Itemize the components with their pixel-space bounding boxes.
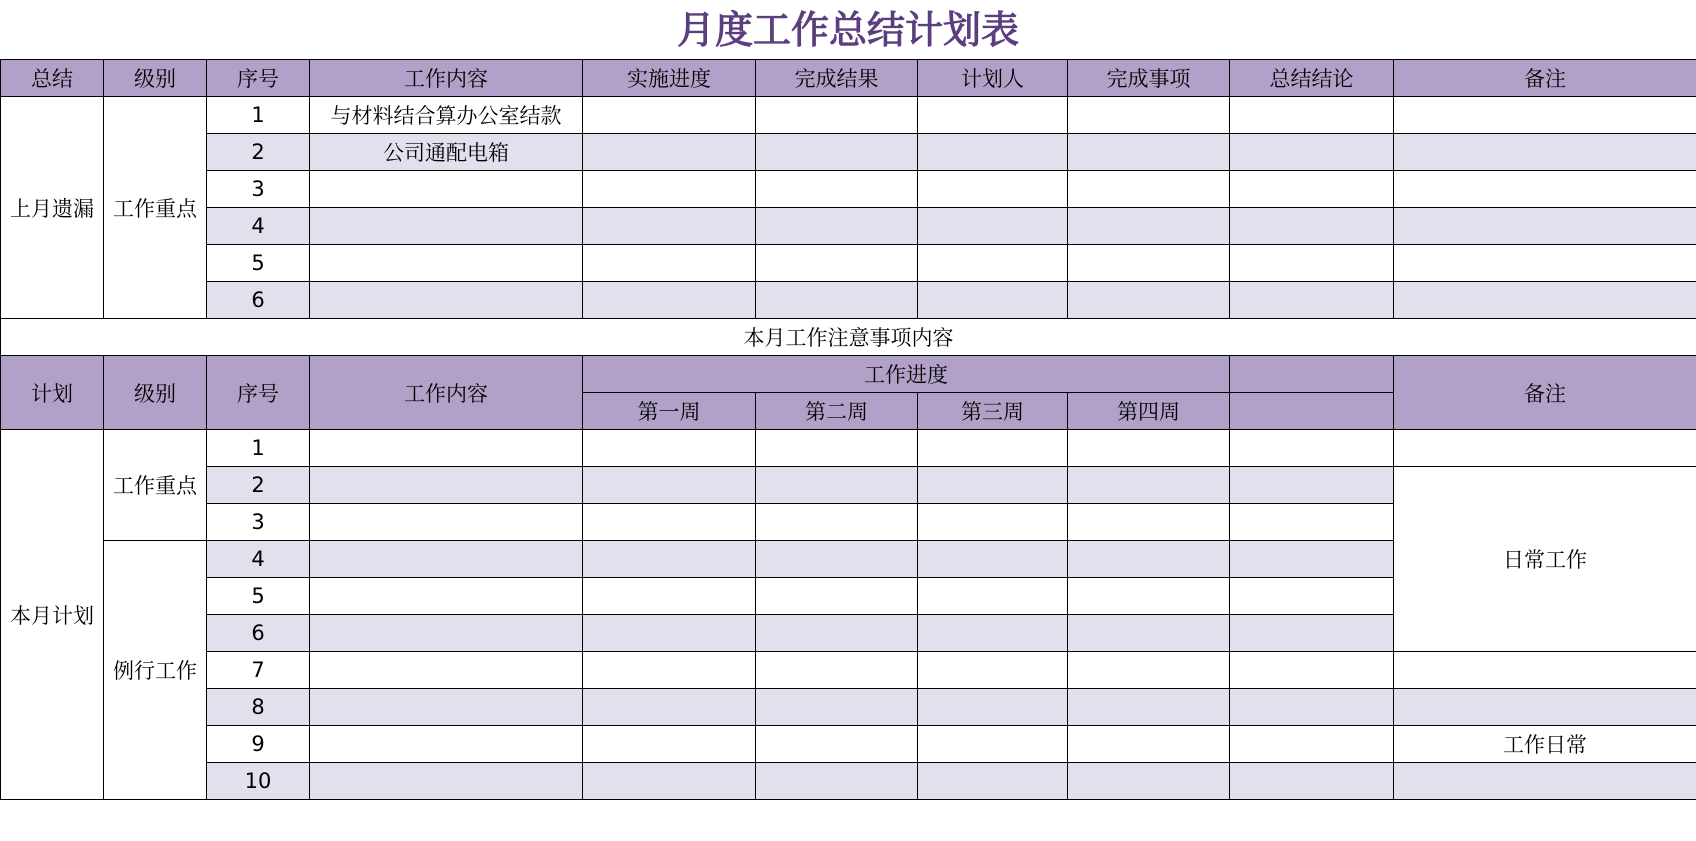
cell[interactable] xyxy=(1068,615,1230,652)
table-row xyxy=(1,726,1696,763)
notice-text: 本月工作注意事项内容 xyxy=(1,319,1696,356)
table-row xyxy=(1,430,1696,467)
cell[interactable] xyxy=(583,578,756,615)
cell-content[interactable]: 与材料结合算办公室结款 xyxy=(310,97,583,134)
header-blank xyxy=(1230,356,1394,393)
cell[interactable] xyxy=(756,282,918,319)
cell[interactable] xyxy=(583,134,756,171)
table-row xyxy=(1,245,1696,282)
table-row xyxy=(1,134,1696,171)
cell[interactable] xyxy=(918,763,1068,800)
cell-content[interactable] xyxy=(310,504,583,541)
header-progress: 实施进度 xyxy=(583,60,756,97)
row-number: 2 xyxy=(207,134,310,171)
cell[interactable] xyxy=(756,763,918,800)
cell[interactable] xyxy=(1394,245,1696,282)
cell[interactable] xyxy=(583,282,756,319)
cell[interactable] xyxy=(1068,541,1230,578)
cell-remark[interactable] xyxy=(1394,689,1696,726)
cell[interactable] xyxy=(583,615,756,652)
row-number: 3 xyxy=(207,171,310,208)
cell[interactable] xyxy=(1068,689,1230,726)
page-title: 月度工作总结计划表 xyxy=(676,7,1019,52)
table-row xyxy=(1,652,1696,689)
cell[interactable] xyxy=(1068,134,1230,171)
row-number: 4 xyxy=(207,541,310,578)
cell[interactable] xyxy=(918,282,1068,319)
cell-content[interactable] xyxy=(310,763,583,800)
cell-content[interactable] xyxy=(310,282,583,319)
cell[interactable] xyxy=(1068,504,1230,541)
cell[interactable] xyxy=(1230,578,1394,615)
cell-content[interactable] xyxy=(310,726,583,763)
cell[interactable] xyxy=(583,504,756,541)
remark-daily-work-2[interactable]: 工作日常 xyxy=(1394,726,1696,763)
table-row xyxy=(1,171,1696,208)
row-number: 5 xyxy=(207,245,310,282)
cell[interactable] xyxy=(583,726,756,763)
row-number: 5 xyxy=(207,578,310,615)
header-level: 级别 xyxy=(104,356,207,430)
cell[interactable] xyxy=(918,504,1068,541)
cell[interactable] xyxy=(1068,208,1230,245)
header-no: 序号 xyxy=(207,60,310,97)
cell[interactable] xyxy=(1230,763,1394,800)
cell[interactable] xyxy=(1068,97,1230,134)
cell[interactable] xyxy=(918,208,1068,245)
table-row xyxy=(1,208,1696,245)
header-week-1: 第一周 xyxy=(583,393,756,430)
row-number: 7 xyxy=(207,652,310,689)
cell[interactable] xyxy=(1068,578,1230,615)
row-number: 10 xyxy=(207,763,310,800)
cell[interactable] xyxy=(1068,652,1230,689)
cell[interactable] xyxy=(1230,134,1394,171)
header-content: 工作内容 xyxy=(310,60,583,97)
cell[interactable] xyxy=(1230,615,1394,652)
cell[interactable] xyxy=(1068,467,1230,504)
header-no: 序号 xyxy=(207,356,310,430)
cell[interactable] xyxy=(918,726,1068,763)
cell[interactable] xyxy=(918,430,1068,467)
notice-row xyxy=(1,319,1696,356)
row-number: 9 xyxy=(207,726,310,763)
table-row xyxy=(1,689,1696,726)
table-row xyxy=(1,763,1696,800)
cell-content[interactable] xyxy=(310,578,583,615)
group-label-this-month: 本月计划 xyxy=(1,430,104,800)
summary-plan-table xyxy=(0,59,1696,800)
cell-content[interactable] xyxy=(310,208,583,245)
cell[interactable] xyxy=(1230,282,1394,319)
cell[interactable] xyxy=(756,726,918,763)
cell[interactable] xyxy=(1394,134,1696,171)
cell[interactable] xyxy=(918,245,1068,282)
header-week-2: 第二周 xyxy=(756,393,918,430)
row-number: 1 xyxy=(207,97,310,134)
cell[interactable] xyxy=(1394,97,1696,134)
cell-content[interactable] xyxy=(310,245,583,282)
cell[interactable] xyxy=(1230,467,1394,504)
cell[interactable] xyxy=(918,578,1068,615)
cell[interactable] xyxy=(1230,430,1394,467)
row-number: 8 xyxy=(207,689,310,726)
cell[interactable] xyxy=(583,763,756,800)
cell[interactable] xyxy=(918,541,1068,578)
cell[interactable] xyxy=(1230,726,1394,763)
cell[interactable] xyxy=(583,97,756,134)
cell[interactable] xyxy=(1230,171,1394,208)
row-number: 1 xyxy=(207,430,310,467)
table-row xyxy=(1,282,1696,319)
cell[interactable] xyxy=(1230,97,1394,134)
cell[interactable] xyxy=(583,467,756,504)
header-remark: 备注 xyxy=(1394,356,1696,430)
cell[interactable] xyxy=(756,171,918,208)
cell[interactable] xyxy=(756,208,918,245)
cell[interactable] xyxy=(1230,245,1394,282)
table-row xyxy=(1,97,1696,134)
header-week-3: 第三周 xyxy=(918,393,1068,430)
cell[interactable] xyxy=(1068,282,1230,319)
plan-header-row xyxy=(1,356,1696,393)
cell[interactable] xyxy=(918,171,1068,208)
cell[interactable] xyxy=(756,615,918,652)
cell[interactable] xyxy=(583,430,756,467)
cell[interactable] xyxy=(918,97,1068,134)
row-number: 6 xyxy=(207,615,310,652)
cell[interactable] xyxy=(918,615,1068,652)
cell[interactable] xyxy=(1230,504,1394,541)
cell[interactable] xyxy=(918,134,1068,171)
cell-remark[interactable] xyxy=(1394,430,1696,467)
cell[interactable] xyxy=(756,578,918,615)
level-label-focus: 工作重点 xyxy=(104,97,207,319)
cell[interactable] xyxy=(1068,763,1230,800)
cell[interactable] xyxy=(583,541,756,578)
cell-content[interactable] xyxy=(310,430,583,467)
header-summary: 总结 xyxy=(1,60,104,97)
group-label-last-month: 上月遗漏 xyxy=(1,97,104,319)
cell[interactable] xyxy=(756,689,918,726)
row-number: 6 xyxy=(207,282,310,319)
table-row xyxy=(1,467,1696,504)
cell[interactable] xyxy=(918,467,1068,504)
cell[interactable] xyxy=(918,689,1068,726)
header-level: 级别 xyxy=(104,60,207,97)
level-label-routine: 例行工作 xyxy=(104,541,207,800)
cell[interactable] xyxy=(918,652,1068,689)
cell[interactable] xyxy=(1230,652,1394,689)
cell[interactable] xyxy=(1068,430,1230,467)
cell[interactable] xyxy=(1394,208,1696,245)
level-label-focus: 工作重点 xyxy=(104,430,207,541)
cell[interactable] xyxy=(1230,689,1394,726)
header-content: 工作内容 xyxy=(310,356,583,430)
cell[interactable] xyxy=(1230,541,1394,578)
cell-content[interactable]: 公司通配电箱 xyxy=(310,134,583,171)
summary-header-row xyxy=(1,60,1696,97)
row-number: 3 xyxy=(207,504,310,541)
header-remark: 备注 xyxy=(1394,60,1696,97)
header-work-progress: 工作进度 xyxy=(583,356,1230,393)
header-blank xyxy=(1230,393,1394,430)
row-number: 4 xyxy=(207,208,310,245)
header-done-items: 完成事项 xyxy=(1068,60,1230,97)
cell[interactable] xyxy=(756,541,918,578)
header-planner: 计划人 xyxy=(918,60,1068,97)
remark-daily-work[interactable]: 日常工作 xyxy=(1394,467,1696,652)
header-result: 完成结果 xyxy=(756,60,918,97)
cell[interactable] xyxy=(756,134,918,171)
cell[interactable] xyxy=(583,171,756,208)
cell[interactable] xyxy=(756,504,918,541)
header-week-4: 第四周 xyxy=(1068,393,1230,430)
cell[interactable] xyxy=(756,97,918,134)
cell-remark[interactable] xyxy=(1394,652,1696,689)
cell[interactable] xyxy=(756,652,918,689)
cell[interactable] xyxy=(583,689,756,726)
cell[interactable] xyxy=(583,652,756,689)
cell-content[interactable] xyxy=(310,689,583,726)
cell[interactable] xyxy=(1394,171,1696,208)
cell[interactable] xyxy=(1068,726,1230,763)
cell[interactable] xyxy=(1230,208,1394,245)
cell-content[interactable] xyxy=(310,652,583,689)
cell-content[interactable] xyxy=(310,615,583,652)
cell[interactable] xyxy=(583,208,756,245)
cell[interactable] xyxy=(583,245,756,282)
cell[interactable] xyxy=(756,467,918,504)
header-plan: 计划 xyxy=(1,356,104,430)
cell[interactable] xyxy=(1068,245,1230,282)
cell[interactable] xyxy=(756,430,918,467)
cell-content[interactable] xyxy=(310,467,583,504)
header-conclusion: 总结结论 xyxy=(1230,60,1394,97)
cell[interactable] xyxy=(1394,282,1696,319)
cell-content[interactable] xyxy=(310,541,583,578)
row-number: 2 xyxy=(207,467,310,504)
cell-content[interactable] xyxy=(310,171,583,208)
cell[interactable] xyxy=(756,245,918,282)
cell-remark[interactable] xyxy=(1394,763,1696,800)
cell[interactable] xyxy=(1068,171,1230,208)
